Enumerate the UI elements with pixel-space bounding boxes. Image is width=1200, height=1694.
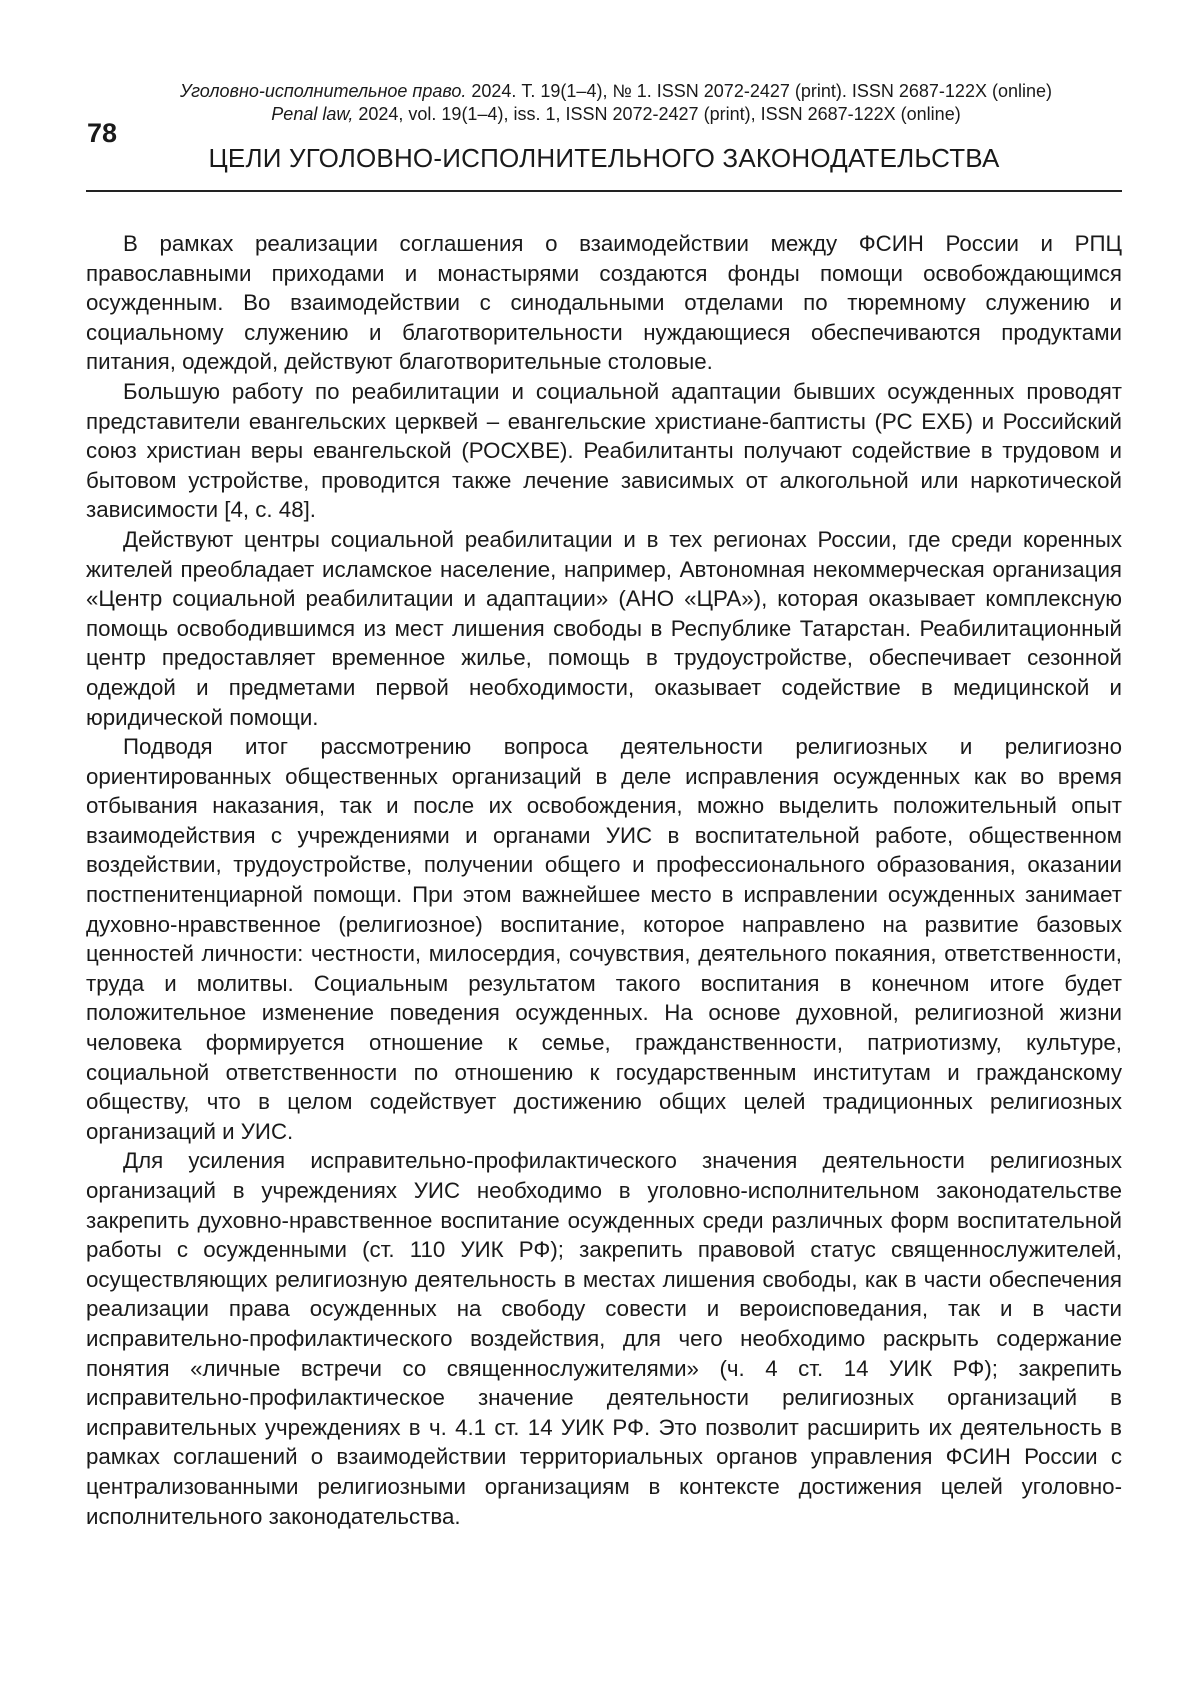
paragraph: Для усиления исправительно-профилактического значения деятельности религиозных организаций в учреждениях УИС необходимо в уголовно-исполнительном законодательстве закрепить духовно-нравственное воспитание осужденных среди различных форм воспитательной работы с осужденными (ст. 110 УИК РФ); закрепить правовой статус священнослужителей, осуществляющих религиозную деятельность в местах лишения свободы, как в части обеспечения реализации права осужденных на свободу совести и вероисповедания, так и в части исправительно-профилактического воздействия, для чего необходимо раскрыть содержание понятия «личные встречи со священнослужителями» (ч. 4 ст. 14 УИК РФ); закрепить исправительно-профилактическое значение деятельности религиозных организаций в исправительных учреждениях в ч. 4.1 ст. 14 УИК РФ. Это позволит расширить их деятельность в рамках соглашений о взаимодействии территориальных органов управления ФСИН России с централизованными религиозными организациям в контексте достижения целей уголовно-исполнительного законодательства. bbox=[86, 1146, 1122, 1531]
journal-title-ru: Уголовно-исполнительное право. bbox=[180, 81, 466, 101]
page-number: 78 bbox=[87, 118, 117, 149]
journal-details-ru: 2024. Т. 19(1–4), № 1. ISSN 2072-2427 (print). ISSN 2687-122X (online) bbox=[466, 81, 1052, 101]
running-header bbox=[110, 80, 1122, 126]
section-title: ЦЕЛИ УГОЛОВНО-ИСПОЛНИТЕЛЬНОГО ЗАКОНОДАТЕЛЬСТВА bbox=[86, 143, 1122, 174]
paragraph: В рамках реализации соглашения о взаимодействии между ФСИН России и РПЦ православными приходами и монастырями создаются фонды помощи освобождающимся осужденным. Во взаимодействии с синодальными отделами по тюремному служению и социальному служению и благотворительности нуждающиеся обеспечиваются продуктами питания, одеждой, действуют благотворительные столовые. bbox=[86, 229, 1122, 377]
journal-details-en: 2024, vol. 19(1–4), iss. 1, ISSN 2072-2427 (print), ISSN 2687-122X (online) bbox=[353, 104, 960, 124]
article-body bbox=[86, 229, 1122, 1531]
paragraph: Большую работу по реабилитации и социальной адаптации бывших осужденных проводят представители евангельских церквей – евангельские христиане-баптисты (РС ЕХБ) и Российский союз христиан веры евангельской (РОСХВЕ). Реабилитанты получают содействие в трудовом и бытовом устройстве, проводится также лечение зависимых от алкогольной или наркотической зависимости [4, с. 48]. bbox=[86, 377, 1122, 525]
journal-title-en: Penal law, bbox=[271, 104, 353, 124]
paragraph: Действуют центры социальной реабилитации и в тех регионах России, где среди коренных жителей преобладает исламское население, например, Автономная некоммерческая организация «Центр социальной реабилитации и адаптации» (АНО «ЦРА»), которая оказывает комплексную помощь освободившимся из мест лишения свободы в Республике Татарстан. Реабилитационный центр предоставляет временное жилье, помощь в трудоустройстве, обеспечивает сезонной одеждой и предметами первой необходимости, оказывает содействие в медицинской и юридической помощи. bbox=[86, 525, 1122, 732]
paragraph: Подводя итог рассмотрению вопроса деятельности религиозных и религиозно ориентированных общественных организаций в деле исправления осужденных как во время отбывания наказания, так и после их освобождения, можно выделить положительный опыт взаимодействия с учреждениями и органами УИС в воспитательной работе, общественном воздействии, трудоустройстве, получении общего и профессионального образования, оказании постпенитенциарной помощи. При этом важнейшее место в исправлении осужденных занимает духовно-нравственное (религиозное) воспитание, которое направлено на развитие базовых ценностей личности: честности, милосердия, сочувствия, деятельного покаяния, ответственности, труда и молитвы. Социальным результатом такого воспитания в конечном итоге будет положительное изменение поведения осужденных. На основе духовной, религиозной жизни человека формируется отношение к семье, гражданственности, патриотизму, культуре, социальной ответственности по отношению к государственным институтам и гражданскому обществу, что в целом содействует достижению общих целей традиционных религиозных организаций и УИС. bbox=[86, 732, 1122, 1146]
running-header-en bbox=[110, 103, 1122, 126]
running-header-ru bbox=[110, 80, 1122, 103]
header-divider bbox=[86, 190, 1122, 192]
